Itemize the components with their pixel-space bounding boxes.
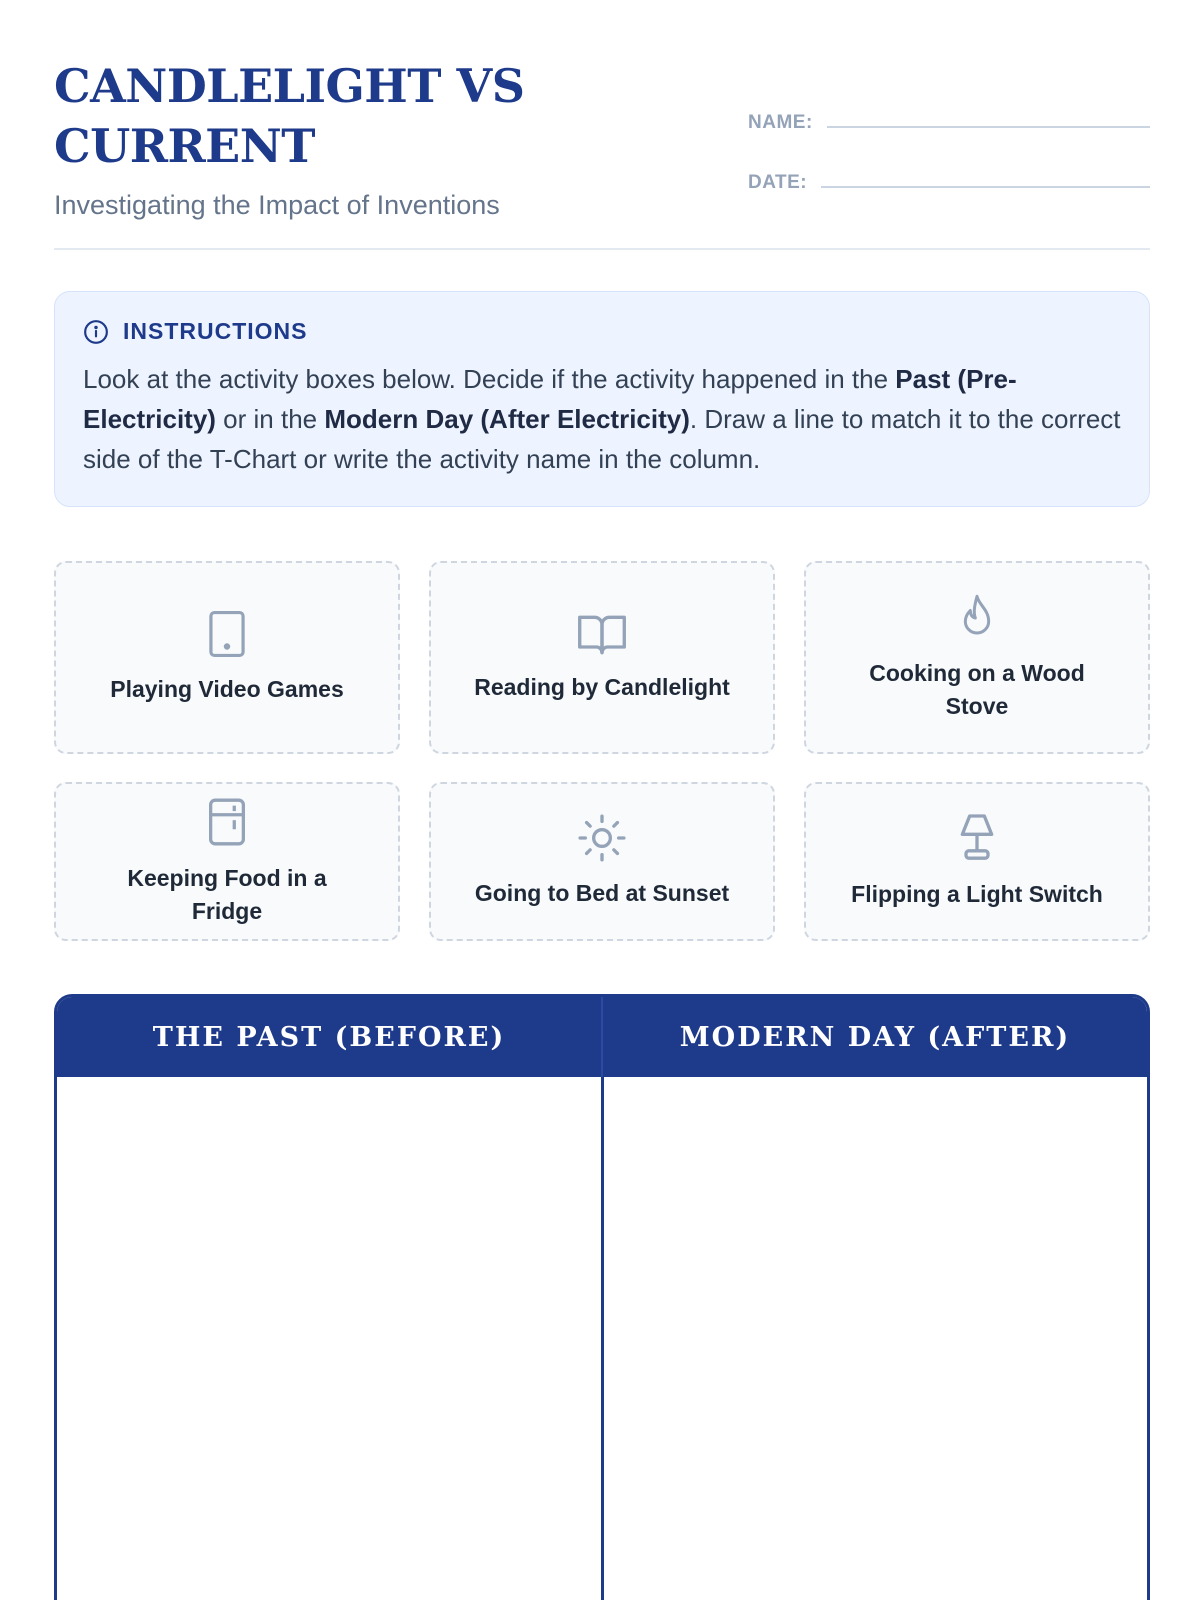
activity-card-video-games[interactable]	[54, 561, 400, 754]
t-chart-column-modern[interactable]	[604, 1077, 1148, 1600]
activity-label: Playing Video Games	[110, 676, 344, 702]
name-field[interactable]	[748, 104, 1150, 134]
activity-label: Reading by Candlelight	[474, 674, 730, 700]
activity-card-fridge[interactable]	[54, 782, 400, 941]
t-chart-header-modern: MODERN DAY (AFTER)	[679, 1021, 1071, 1053]
worksheet-header	[54, 56, 1150, 250]
instructions-box	[54, 291, 1150, 507]
lamp-icon	[955, 812, 999, 864]
activity-card-wood-stove[interactable]	[804, 561, 1150, 754]
date-line	[821, 186, 1150, 188]
instructions-bold-modern: Modern Day (After Electricity)	[324, 404, 690, 434]
instructions-bold-past: Past (Pre-Electricity)	[83, 364, 1017, 434]
activity-label: Cooking on a Wood Stove	[869, 659, 1085, 719]
book-icon	[576, 611, 628, 657]
student-fields	[748, 104, 1150, 224]
activity-card-light-switch[interactable]	[804, 782, 1150, 941]
fridge-icon	[207, 796, 247, 848]
name-line	[827, 126, 1150, 128]
instructions-heading	[83, 318, 1121, 345]
t-chart-column-past[interactable]	[57, 1077, 604, 1600]
page-title: CANDLELIGHT VS CURRENT	[54, 59, 525, 173]
instructions-text-part-3: . Draw a line to match it to the correct side of the T-Chart or write the activity name in the column.	[83, 404, 1121, 474]
t-chart-header-past: THE PAST (BEFORE)	[57, 997, 603, 1077]
activity-label: Flipping a Light Switch	[851, 881, 1103, 907]
tablet-icon	[205, 609, 249, 659]
activity-label: Going to Bed at Sunset	[474, 880, 730, 906]
page-subtitle: Investigating the Impact of Inventions	[54, 190, 500, 220]
t-chart-body	[57, 1077, 1147, 1600]
instructions-text-part-1: Look at the activity boxes below. Decide if the activity happened in the	[83, 364, 896, 394]
name-label: NAME:	[748, 112, 813, 133]
activity-card-sunset[interactable]	[429, 782, 775, 941]
date-label: DATE:	[748, 172, 808, 193]
instructions-heading-text: INSTRUCTIONS	[123, 318, 308, 344]
activity-label: Keeping Food in a Fridge	[127, 864, 327, 924]
t-chart	[54, 994, 1150, 1600]
info-icon	[83, 319, 109, 345]
date-field[interactable]	[748, 164, 1150, 194]
instructions-text	[83, 359, 1121, 479]
instructions-text-part-2: or in the	[215, 404, 325, 434]
flame-icon	[957, 593, 997, 643]
t-chart-header	[57, 997, 1147, 1077]
sun-icon	[577, 813, 627, 863]
activity-card-reading[interactable]	[429, 561, 775, 754]
